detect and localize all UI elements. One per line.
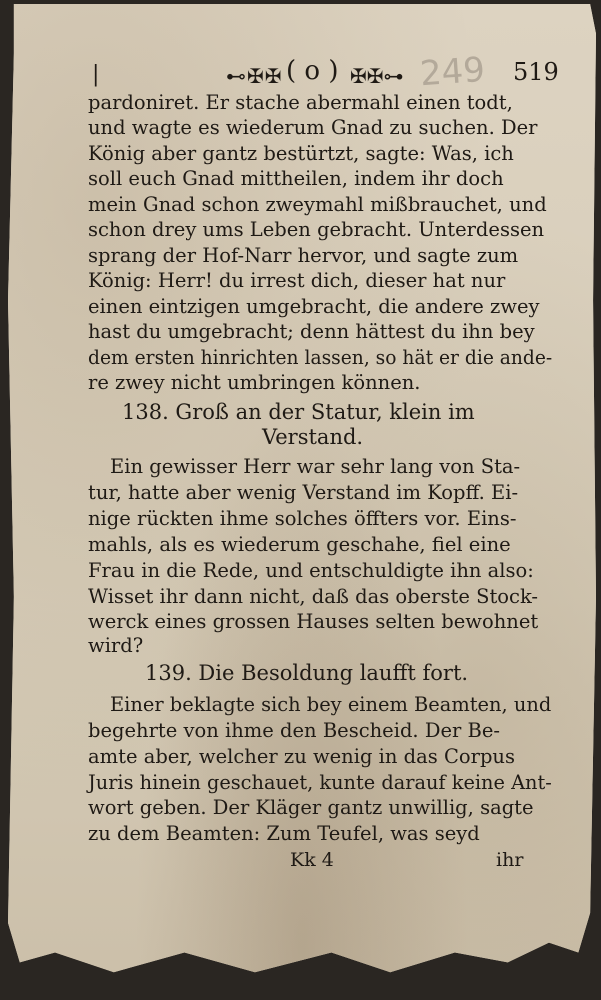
body-line: pardoniret. Er stache abermahl einen todt, xyxy=(88,91,513,114)
body-line: sprang der Hof-Narr hervor, und sagte zum xyxy=(88,244,519,267)
pencil-annotation: 249 xyxy=(418,49,487,95)
body-line: wird? xyxy=(88,634,144,657)
body-line: Einer beklagte sich bey einem Beamten, und xyxy=(110,693,552,716)
header-left-mark: | xyxy=(92,62,100,87)
body-line: Wisset ihr dann nicht, daß das oberste Stock- xyxy=(88,585,539,608)
body-line: König: Herr! du irrest dich, dieser hat nur xyxy=(88,269,506,292)
catchword: ihr xyxy=(496,849,524,871)
header-ornament-right: ✠✠⊶ xyxy=(350,64,404,88)
body-line: soll euch Gnad mittheilen, indem ihr doch xyxy=(88,167,504,190)
body-line: einen eintzigen umgebracht, die andere zwey xyxy=(88,295,540,318)
body-line: tur, hatte aber wenig Verstand im Kopff. Ei- xyxy=(88,481,519,504)
body-line: wort geben. Der Kläger gantz unwillig, sagte xyxy=(88,796,534,819)
body-line: hast du umgebracht; denn hättest du ihn bey xyxy=(88,320,535,343)
header-ornament-left: ⊷✠✠ xyxy=(226,64,283,88)
body-line: Juris hinein geschauet, kunte darauf keine Ant- xyxy=(88,771,552,794)
body-line: zu dem Beamten: Zum Teufel, was seyd xyxy=(88,822,480,845)
body-line: mahls, als es wiederum geschahe, fiel eine xyxy=(88,533,511,556)
section-heading-139: 139. Die Besoldung laufft fort. xyxy=(145,661,469,685)
body-line: werck eines grossen Hauses selten bewohnet xyxy=(88,610,539,633)
section-heading-138: 138. Groß an der Statur, klein im xyxy=(122,400,475,424)
page-number: 519 xyxy=(513,58,559,86)
signature-mark: Kk 4 xyxy=(290,849,334,871)
body-line: nige rückten ihme solches öffters vor. Eins- xyxy=(88,507,517,530)
body-line: König aber gantz bestürtzt, sagte: Was, ich xyxy=(88,142,514,165)
body-line: und wagte es wiederum Gnad zu suchen. Der xyxy=(88,116,538,139)
body-line: Frau in die Rede, und entschuldigte ihn also: xyxy=(88,559,534,582)
header-page-symbol: ( o ) xyxy=(286,56,339,86)
section-heading-138-cont: Verstand. xyxy=(262,425,364,449)
body-line: re zwey nicht umbringen können. xyxy=(88,371,421,394)
page-header xyxy=(0,49,601,95)
body-line: amte aber, welcher zu wenig in das Corpus xyxy=(88,745,516,768)
body-line: dem ersten hinrichten lassen, so hät er die ande- xyxy=(88,346,553,369)
body-line: begehrte von ihme den Bescheid. Der Be- xyxy=(88,719,500,742)
body-line: Ein gewisser Herr war sehr lang von Sta- xyxy=(110,455,521,478)
body-line: schon drey ums Leben gebracht. Unterdessen xyxy=(88,218,545,241)
body-line: mein Gnad schon zweymahl mißbrauchet, und xyxy=(88,193,547,216)
